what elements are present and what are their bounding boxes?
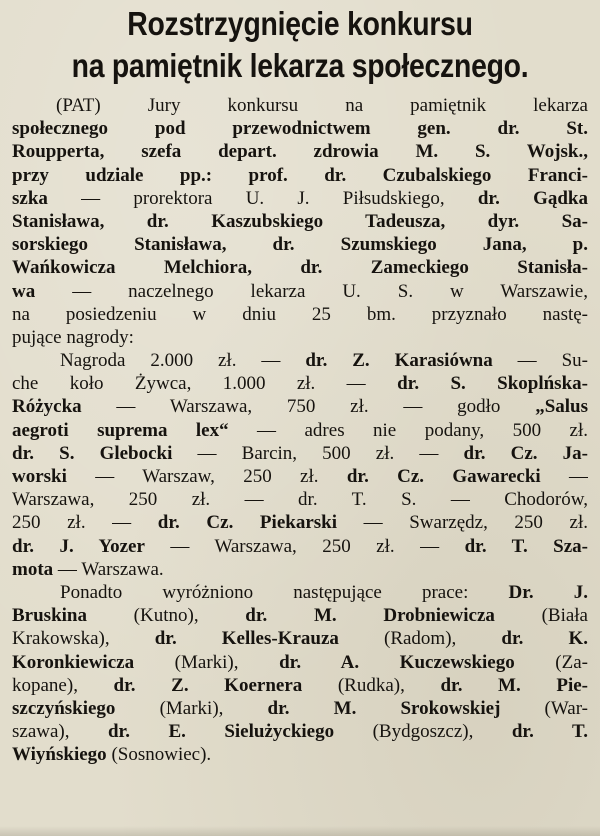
text-run: dr. Z. Koernera — [113, 674, 303, 696]
text-run: na posiedzeniu w dniu 25 bm. przyznało nastę- — [12, 303, 588, 325]
text-run: — — [540, 466, 588, 487]
text-run: dr. J. Yozer — [12, 535, 145, 557]
text-run: Nagroda 2.000 zł. — — [60, 350, 306, 372]
text-run: (Rudka), — [302, 674, 441, 696]
p1-line-10 — [12, 303, 588, 326]
p2-line-2 — [12, 372, 588, 395]
p2-line-3 — [12, 395, 588, 418]
p1-line-8 — [12, 256, 588, 279]
article-body — [12, 94, 588, 766]
text-run: — adres nie podany, 500 zł. — [228, 419, 588, 441]
text-run: dr. S. Skoplńska- — [397, 373, 588, 395]
text-run: dr. M. Srokowskiej — [267, 697, 501, 719]
text-run: (PAT) Jury konkursu na pamiętnik lekarza — [56, 95, 588, 116]
text-run: — Warszawa, 250 zł. — — [144, 535, 465, 557]
text-run: dr. E. Sielużyckiego — [107, 721, 335, 743]
p3-line-3 — [12, 627, 588, 650]
text-run: aegroti suprema lex“ — [12, 419, 229, 441]
p1-line-2 — [12, 117, 588, 140]
p2-line-4 — [12, 419, 588, 442]
text-run: — Swarzędz, 250 zł. — [337, 512, 588, 534]
text-run: — Su- — [492, 350, 588, 372]
page-edge-shadow — [0, 826, 600, 836]
text-run: społecznego pod przewodnictwem — [12, 118, 418, 140]
text-run: sorskiego Stanisława, dr. Szumskiego Jana, — [12, 234, 527, 256]
text-run: szawa), — [12, 721, 108, 743]
text-run: dr. S. Glebocki — [12, 442, 173, 464]
text-run: (War- — [500, 697, 588, 719]
text-run: Wiyńskiego — [12, 744, 107, 766]
text-run: che koło Żywca, 1.000 zł. — — [12, 373, 398, 395]
text-run: szka — [12, 187, 48, 209]
text-run: gen. dr. St. — [417, 118, 588, 140]
headline-line-1: Rozstrzygnięcie konkursu — [127, 5, 473, 42]
text-run: dr. T. — [511, 721, 588, 743]
text-run: (Radom), — [338, 628, 502, 650]
p3-line-8 — [12, 743, 588, 766]
text-run: — Barcin, 500 zł. — — [172, 442, 464, 464]
text-run: — Warszaw, 250 zł. — [66, 466, 347, 487]
p2-line-9 — [12, 535, 588, 558]
headline-line-2: na pamiętnik lekarza społecznego. — [71, 47, 529, 84]
text-run: „Salus — [535, 396, 588, 418]
text-run: (Za- — [514, 651, 588, 673]
p3-line-5 — [12, 674, 588, 697]
text-run: Wańkowicza Melchiora, dr. Zameckiego Stanisła- — [12, 257, 588, 279]
text-run: dr. M. Pie- — [440, 674, 588, 696]
text-run: Ponadto wyróżniono następujące prace: — [60, 581, 509, 603]
text-run: pujące nagrody: — [12, 326, 134, 348]
p2-line-8 — [12, 511, 588, 534]
text-run: przy udziale pp.: — [12, 164, 249, 186]
p2-line-7 — [12, 488, 588, 511]
text-run: dr. Cz. Piekarski — [157, 512, 337, 534]
text-run: Różycka — [12, 396, 82, 418]
text-run: Koronkiewicza — [12, 651, 135, 673]
p1-line-3 — [12, 140, 588, 163]
text-run: dr. K. — [501, 628, 588, 650]
p2-line-6 — [12, 465, 588, 488]
p3-line-4 — [12, 651, 588, 674]
text-run: dr. M. Drobniewicza — [245, 605, 495, 627]
text-run: — prorektora U. J. Piłsudskiego, — [47, 187, 478, 209]
text-run: dr. Gądka — [477, 187, 588, 209]
p3-line-1 — [12, 581, 588, 604]
p1-line-1 — [12, 94, 588, 117]
text-run: (Bydgoszcz), — [334, 721, 512, 743]
text-run: (Sosnowiec). — [106, 744, 212, 766]
text-run: — Warszawa, 750 zł. — godło — [81, 396, 536, 418]
text-run: szefa depart. zdrowia M. S. Wojsk., — [104, 141, 588, 163]
text-run: Stanisława, dr. Kaszubskiego Tadeusza, — [12, 210, 446, 232]
text-run: — Warszawa. — [53, 558, 164, 580]
text-run: dr. Z. Karasiówna — [305, 350, 493, 372]
p2-line-5 — [12, 442, 588, 465]
text-run: Dr. J. — [508, 581, 588, 603]
p2-line-1 — [12, 349, 588, 372]
text-run: (Kutno), — [86, 605, 246, 627]
text-run: 250 zł. — — [12, 512, 158, 534]
text-run: (Marki), — [134, 651, 280, 673]
text-run: dr. Cz. Ja- — [463, 442, 588, 464]
text-run: Krakowska), — [12, 628, 155, 650]
text-run: dr. A. Kuczewskiego — [279, 651, 515, 673]
text-run: kopane), — [12, 674, 114, 696]
p2-line-10 — [12, 558, 588, 581]
text-run: mota — [12, 558, 54, 580]
p3-line-7 — [12, 720, 588, 743]
text-run: dr. Cz. Gawarecki — [346, 466, 541, 487]
p1-line-5 — [12, 187, 588, 210]
text-run: prof. dr. Czubalskiego Franci- — [248, 164, 588, 186]
p1-line-7 — [12, 233, 588, 256]
p1-line-11 — [12, 326, 588, 349]
text-run: worski — [12, 466, 67, 487]
p3-line-6 — [12, 697, 588, 720]
p1-line-6 — [12, 210, 588, 233]
text-run: szczyńskiego — [12, 697, 116, 719]
text-run: Sa- — [561, 210, 588, 232]
text-run: (Marki), — [115, 697, 268, 719]
text-run: dyr. — [445, 210, 562, 232]
text-run: p. — [526, 234, 588, 256]
p1-line-4 — [12, 164, 588, 187]
p3-line-2 — [12, 604, 588, 627]
p1-line-9 — [12, 280, 588, 303]
text-run: Roupperta, — [12, 141, 105, 163]
text-run: (Biała — [494, 605, 588, 627]
text-run: Warszawa, 250 zł. — dr. T. S. — Chodorów, — [12, 489, 588, 511]
text-run: dr. Kelles-Krauza — [154, 628, 339, 650]
text-run: — naczelnego lekarza U. S. w Warszawie, — [35, 280, 588, 302]
text-run: wa — [12, 280, 36, 302]
text-run: dr. T. Sza- — [464, 535, 588, 557]
text-run: Bruskina — [12, 605, 87, 627]
